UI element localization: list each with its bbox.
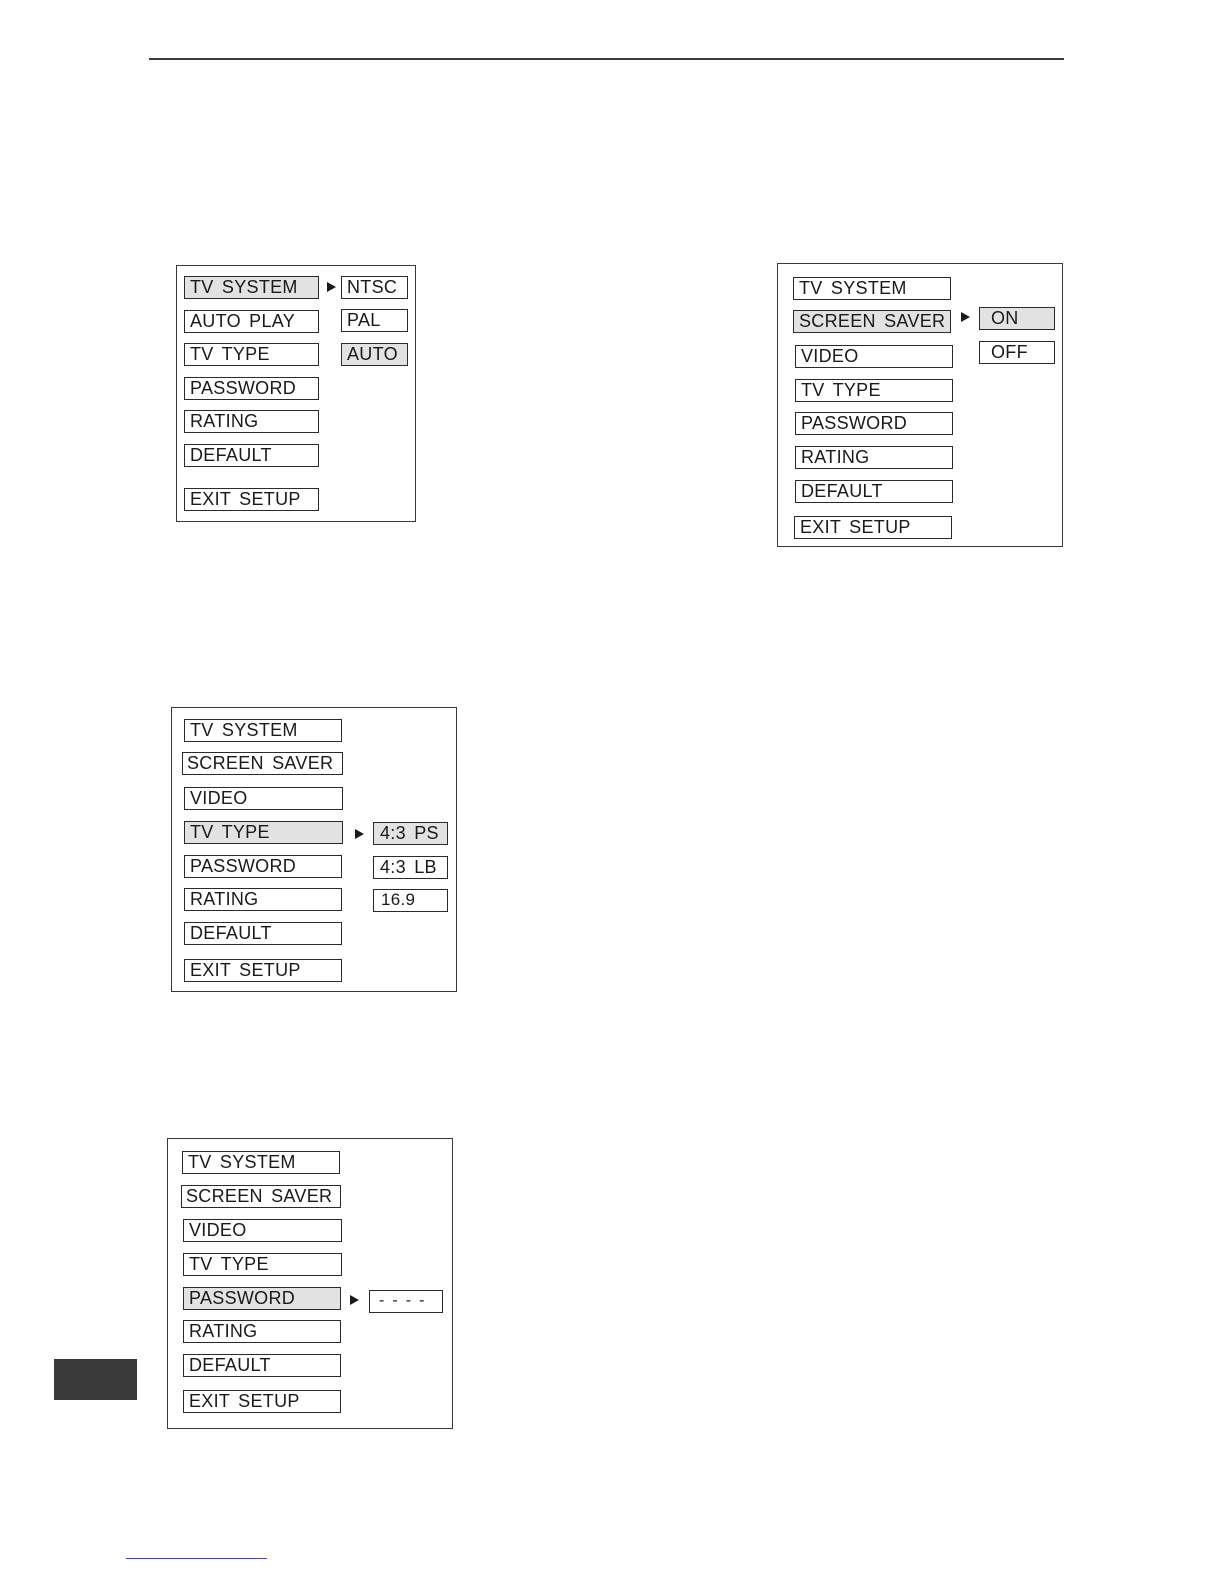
menu-item-video[interactable]: VIDEO	[184, 787, 343, 810]
option-off[interactable]: OFF	[979, 341, 1055, 364]
menu-item-screen-saver[interactable]: SCREEN SAVER	[793, 310, 951, 333]
menu-item-default[interactable]: DEFAULT	[795, 480, 953, 503]
option-4-3-ps[interactable]: 4:3 PS	[373, 822, 448, 845]
page-side-tab	[54, 1359, 137, 1400]
menu-item-default[interactable]: DEFAULT	[184, 444, 319, 467]
menu-item-default[interactable]: DEFAULT	[184, 922, 342, 945]
arrow-right-icon	[327, 282, 336, 292]
arrow-right-icon	[355, 829, 364, 839]
menu-item-password[interactable]: PASSWORD	[183, 1287, 341, 1310]
menu-item-password[interactable]: PASSWORD	[184, 855, 342, 878]
menu-item-password[interactable]: PASSWORD	[795, 412, 953, 435]
menu-item-tv-system[interactable]: TV SYSTEM	[793, 277, 951, 300]
menu-item-exit-setup[interactable]: EXIT SETUP	[794, 516, 952, 539]
footer-link-underline	[126, 1558, 267, 1559]
option-16-9[interactable]: 16.9	[373, 889, 448, 912]
menu-item-rating[interactable]: RATING	[184, 410, 319, 433]
menu-item-rating[interactable]: RATING	[183, 1320, 341, 1343]
menu-item-tv-type[interactable]: TV TYPE	[183, 1253, 342, 1276]
menu-item-default[interactable]: DEFAULT	[183, 1354, 341, 1377]
menu-item-video[interactable]: VIDEO	[795, 345, 953, 368]
header-rule	[149, 58, 1064, 60]
menu-password-panel	[167, 1138, 453, 1429]
password-input[interactable]: - - - -	[369, 1290, 443, 1313]
menu-item-rating[interactable]: RATING	[184, 888, 342, 911]
arrow-right-icon	[350, 1295, 359, 1305]
option-4-3-lb[interactable]: 4:3 LB	[373, 856, 448, 879]
menu-item-auto-play[interactable]: AUTO PLAY	[184, 310, 319, 333]
arrow-right-icon	[961, 312, 970, 322]
menu-item-tv-type[interactable]: TV TYPE	[184, 343, 319, 366]
menu-item-tv-type[interactable]: TV TYPE	[184, 821, 343, 844]
menu-screen-saver-panel	[777, 263, 1063, 547]
option-auto[interactable]: AUTO	[341, 343, 408, 366]
menu-item-tv-type[interactable]: TV TYPE	[795, 379, 953, 402]
menu-item-screen-saver[interactable]: SCREEN SAVER	[181, 1185, 341, 1208]
menu-item-exit-setup[interactable]: EXIT SETUP	[183, 1390, 341, 1413]
menu-item-password[interactable]: PASSWORD	[184, 377, 319, 400]
menu-item-video[interactable]: VIDEO	[183, 1219, 342, 1242]
menu-item-tv-system[interactable]: TV SYSTEM	[184, 719, 342, 742]
option-ntsc[interactable]: NTSC	[341, 276, 408, 299]
menu-item-rating[interactable]: RATING	[795, 446, 953, 469]
menu-item-screen-saver[interactable]: SCREEN SAVER	[182, 752, 343, 775]
menu-item-tv-system[interactable]: TV SYSTEM	[182, 1151, 340, 1174]
menu-item-exit-setup[interactable]: EXIT SETUP	[184, 959, 342, 982]
menu-tv-type-panel	[171, 707, 457, 992]
menu-item-exit-setup[interactable]: EXIT SETUP	[184, 488, 319, 511]
option-pal[interactable]: PAL	[341, 309, 408, 332]
menu-item-tv-system[interactable]: TV SYSTEM	[184, 276, 319, 299]
option-on[interactable]: ON	[979, 307, 1055, 330]
